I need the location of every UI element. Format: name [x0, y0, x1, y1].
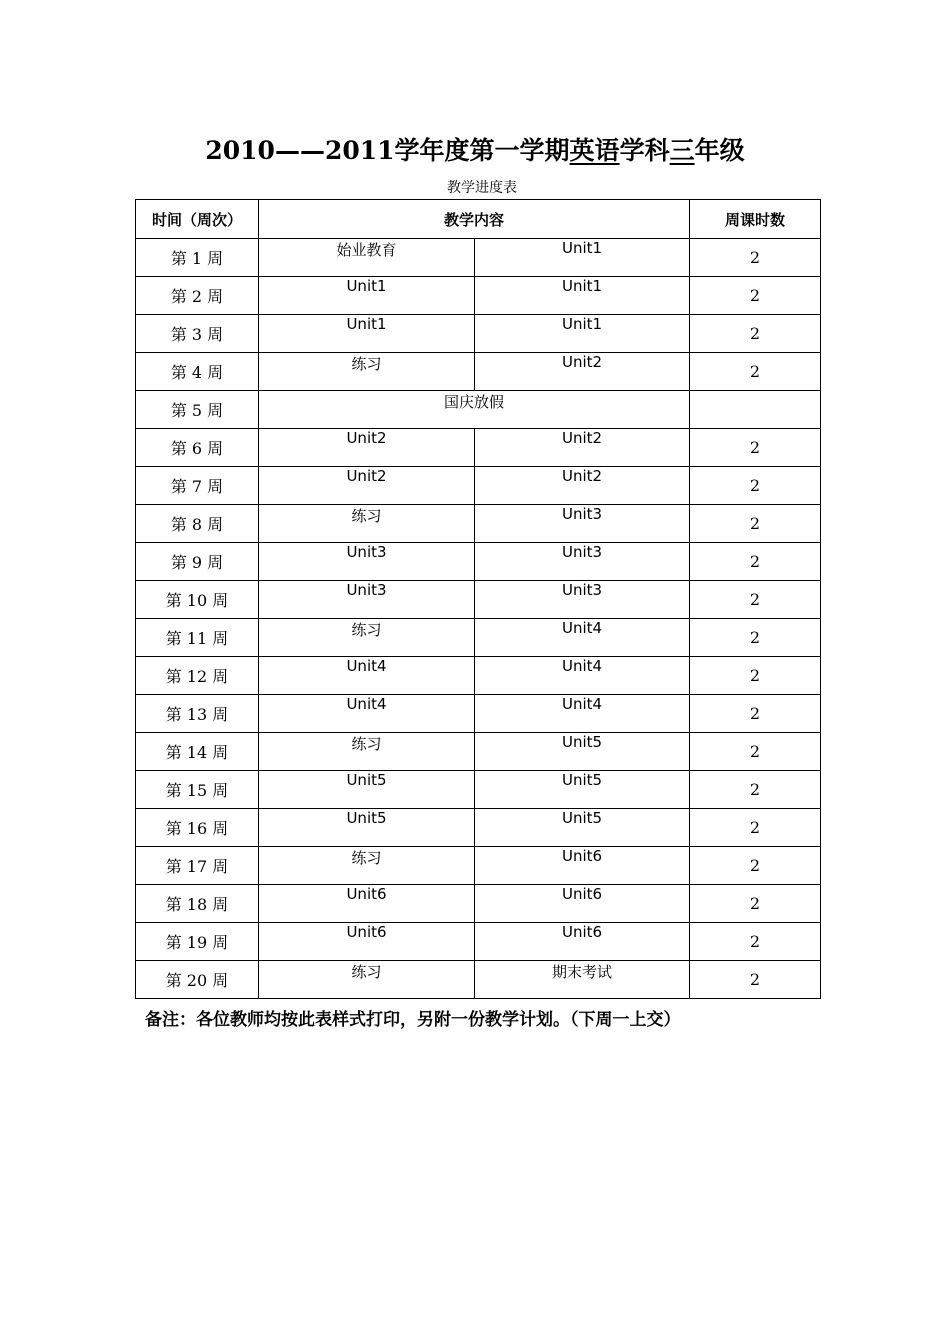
content-cell-first: 练习	[259, 847, 475, 885]
content-cell-second: Unit3	[475, 581, 690, 619]
content-cell-second: 期末考试	[475, 961, 690, 999]
content-cell-first: Unit6	[259, 923, 475, 961]
hours-cell: 2	[690, 923, 821, 961]
content-cell-second: Unit5	[475, 809, 690, 847]
table-row	[136, 239, 821, 277]
hours-cell: 2	[690, 277, 821, 315]
title-mid: 学科	[619, 136, 670, 165]
week-cell: 第 6 周	[136, 429, 259, 467]
week-cell: 第 14 周	[136, 733, 259, 771]
table-row	[136, 467, 821, 505]
content-cell-second: Unit4	[475, 695, 690, 733]
table-row	[136, 809, 821, 847]
content-cell-first: Unit5	[259, 771, 475, 809]
week-cell: 第 19 周	[136, 923, 259, 961]
hours-cell: 2	[690, 809, 821, 847]
content-cell-second: Unit6	[475, 847, 690, 885]
hours-cell: 2	[690, 505, 821, 543]
content-cell-first: 练习	[259, 619, 475, 657]
hours-cell: 2	[690, 239, 821, 277]
week-cell: 第 2 周	[136, 277, 259, 315]
content-cell-first: 练习	[259, 961, 475, 999]
content-cell-first: Unit6	[259, 885, 475, 923]
table-header-row	[136, 200, 821, 239]
hours-cell: 2	[690, 581, 821, 619]
content-cell-second: Unit1	[475, 315, 690, 353]
title-prefix: 2010——2011学年度第一学期	[205, 136, 570, 165]
document-subtitle: 教学进度表	[447, 180, 517, 196]
week-cell: 第 17 周	[136, 847, 259, 885]
content-cell-second: Unit2	[475, 467, 690, 505]
table-row	[136, 429, 821, 467]
hours-cell: 2	[690, 353, 821, 391]
table-row	[136, 391, 821, 429]
hours-cell: 2	[690, 619, 821, 657]
content-cell-first: Unit1	[259, 315, 475, 353]
table-row	[136, 771, 821, 809]
week-cell: 第 7 周	[136, 467, 259, 505]
content-cell-second: Unit4	[475, 619, 690, 657]
table-row	[136, 581, 821, 619]
content-cell-first: Unit5	[259, 809, 475, 847]
week-cell: 第 13 周	[136, 695, 259, 733]
table-row	[136, 505, 821, 543]
week-cell: 第 11 周	[136, 619, 259, 657]
hours-cell: 2	[690, 733, 821, 771]
title-subject: 英语	[569, 136, 620, 165]
hours-cell: 2	[690, 961, 821, 999]
content-cell-first: Unit2	[259, 467, 475, 505]
footnote: 备注：各位教师均按此表样式打印，另附一份教学计划。（下周一上交）	[145, 1010, 681, 1030]
content-cell-first: 练习	[259, 733, 475, 771]
content-cell-first: 练习	[259, 353, 475, 391]
table-row	[136, 847, 821, 885]
content-cell-second: Unit3	[475, 543, 690, 581]
week-cell: 第 18 周	[136, 885, 259, 923]
week-cell: 第 16 周	[136, 809, 259, 847]
header-content: 教学内容	[259, 200, 690, 239]
table-row	[136, 923, 821, 961]
content-cell-second: Unit5	[475, 733, 690, 771]
title-grade: 三	[669, 136, 695, 165]
hours-cell: 2	[690, 429, 821, 467]
schedule-table	[135, 199, 821, 999]
hours-cell: 2	[690, 543, 821, 581]
table-row	[136, 657, 821, 695]
title-suffix: 年级	[694, 136, 745, 165]
content-cell-second: Unit6	[475, 885, 690, 923]
hours-cell: 2	[690, 885, 821, 923]
hours-cell	[690, 391, 821, 429]
table-row	[136, 961, 821, 999]
hours-cell: 2	[690, 467, 821, 505]
week-cell: 第 4 周	[136, 353, 259, 391]
week-cell: 第 20 周	[136, 961, 259, 999]
hours-cell: 2	[690, 847, 821, 885]
table-row	[136, 885, 821, 923]
week-cell: 第 5 周	[136, 391, 259, 429]
hours-cell: 2	[690, 315, 821, 353]
content-cell-second: Unit2	[475, 429, 690, 467]
week-cell: 第 12 周	[136, 657, 259, 695]
table-row	[136, 315, 821, 353]
table-row	[136, 543, 821, 581]
content-cell-second: Unit6	[475, 923, 690, 961]
header-week: 时间（周次）	[136, 200, 259, 239]
content-cell-second: Unit1	[475, 239, 690, 277]
table-body	[136, 239, 821, 999]
table-row	[136, 277, 821, 315]
content-cell-first: Unit3	[259, 543, 475, 581]
content-cell-first: Unit2	[259, 429, 475, 467]
table-row	[136, 733, 821, 771]
table-row	[136, 353, 821, 391]
content-cell-second: Unit3	[475, 505, 690, 543]
content-cell-second: Unit4	[475, 657, 690, 695]
week-cell: 第 15 周	[136, 771, 259, 809]
week-cell: 第 3 周	[136, 315, 259, 353]
week-cell: 第 1 周	[136, 239, 259, 277]
hours-cell: 2	[690, 771, 821, 809]
week-cell: 第 8 周	[136, 505, 259, 543]
hours-cell: 2	[690, 657, 821, 695]
content-cell-first: 始业教育	[259, 239, 475, 277]
content-cell-first: Unit4	[259, 657, 475, 695]
content-cell-first: Unit4	[259, 695, 475, 733]
header-hours: 周课时数	[690, 200, 821, 239]
week-cell: 第 10 周	[136, 581, 259, 619]
content-cell-first: 练习	[259, 505, 475, 543]
content-cell-first: Unit1	[259, 277, 475, 315]
content-cell-second: Unit5	[475, 771, 690, 809]
week-cell: 第 9 周	[136, 543, 259, 581]
content-cell-second: Unit2	[475, 353, 690, 391]
content-merged-cell: 国庆放假	[259, 391, 690, 429]
table-row	[136, 619, 821, 657]
hours-cell: 2	[690, 695, 821, 733]
content-cell-first: Unit3	[259, 581, 475, 619]
document-title	[0, 131, 950, 167]
content-cell-second: Unit1	[475, 277, 690, 315]
table-row	[136, 695, 821, 733]
